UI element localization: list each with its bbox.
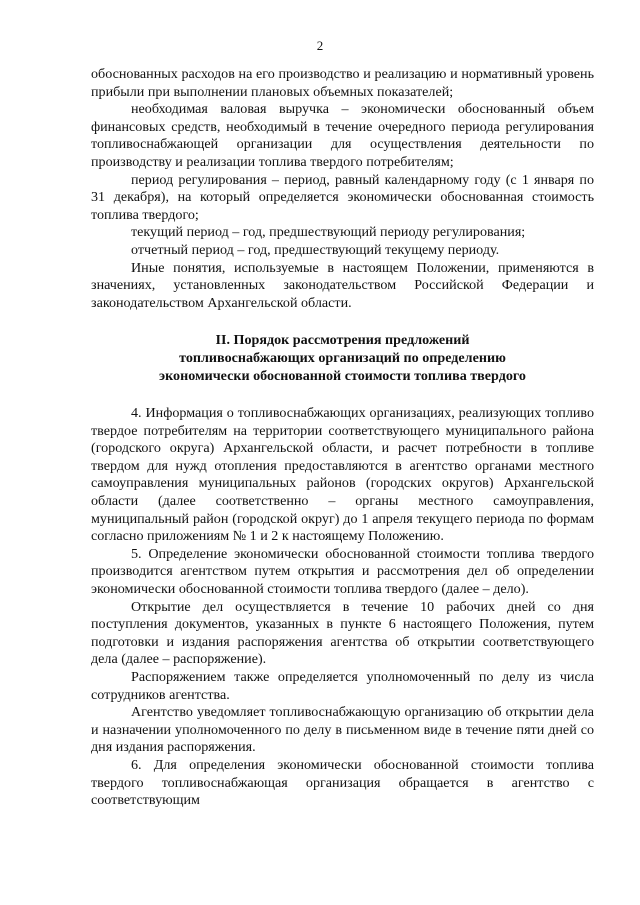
paragraph: 6. Для определения экономически обоснованной стоимости топлива твердого топливоснабжающая организация обращается в агентство с соответствующим (91, 756, 594, 809)
section-heading-line: экономически обоснованной стоимости топлива твердого (159, 367, 526, 384)
section-heading-line: топливоснабжающих организаций по определению (179, 349, 506, 366)
page-number: 2 (316, 38, 324, 53)
paragraph: 5. Определение экономически обоснованной стоимости топлива твердого производится агентством путем открытия и рассмотрения дел об определении экономически обоснованной стоимости топлива твердого (далее – дело). (91, 545, 594, 598)
paragraph: период регулирования – период, равный календарному году (с 1 января по 31 декабря), на который определяется экономически обоснованная стоимость топлива твердого; (91, 171, 594, 223)
section-heading-line: II. Порядок рассмотрения предложений (215, 332, 470, 349)
paragraph: необходимая валовая выручка – экономически обоснованный объем финансовых средств, необходимый в течение очередного периода регулирования топливоснабжающей организации для осуществления деятельности по производству и реализации топлива твердого потребителям; (91, 101, 594, 170)
paragraph: Открытие дел осуществляется в течение 10 рабочих дней со дня поступления документов, указанных в пункте 6 настоящего Положения, путем подготовки и издания распоряжения агентства об открытии соответствующего дела (далее – распоряжение). (91, 598, 594, 668)
paragraph-group-definitions (91, 66, 594, 312)
paragraph: отчетный период – год, предшествующий текущему периоду. (131, 241, 500, 258)
document-body (91, 66, 594, 810)
paragraph: Агентство уведомляет топливоснабжающую организацию об открытии дела и назначении уполномоченного по делу в письменном виде в течение пяти дней со дня издания распоряжения. (91, 704, 594, 756)
paragraph: Иные понятия, используемые в настоящем Положении, применяются в значениях, установленных законодательством Российской Федерации и законодательством Архангельской области. (91, 259, 594, 311)
paragraph: текущий период – год, предшествующий периоду регулирования; (131, 224, 526, 241)
paragraph: Распоряжением также определяется уполномоченный по делу из числа сотрудников агентства. (91, 669, 594, 703)
paragraph: обоснованных расходов на его производство и реализацию и нормативный уровень прибыли при выполнении плановых объемных показателей; (91, 66, 594, 100)
paragraph-group-section-2 (91, 405, 594, 810)
section-heading (91, 332, 594, 385)
paragraph: 4. Информация о топливоснабжающих организациях, реализующих топливо твердое потребителям на территории соответствующего муниципального района (городского округа) Архангельской области, и расчет потребности в топливе твердом для нужд отопления предоставляются в агентство органами местного самоуправления муниципальных районов (городских округов) Архангельской области (далее соответственно – органы местного самоуправления, муниципальный район (городской округ) до 1 апреля текущего периода по формам согласно приложениям № 1 и 2 к настоящему Положению. (91, 405, 594, 545)
